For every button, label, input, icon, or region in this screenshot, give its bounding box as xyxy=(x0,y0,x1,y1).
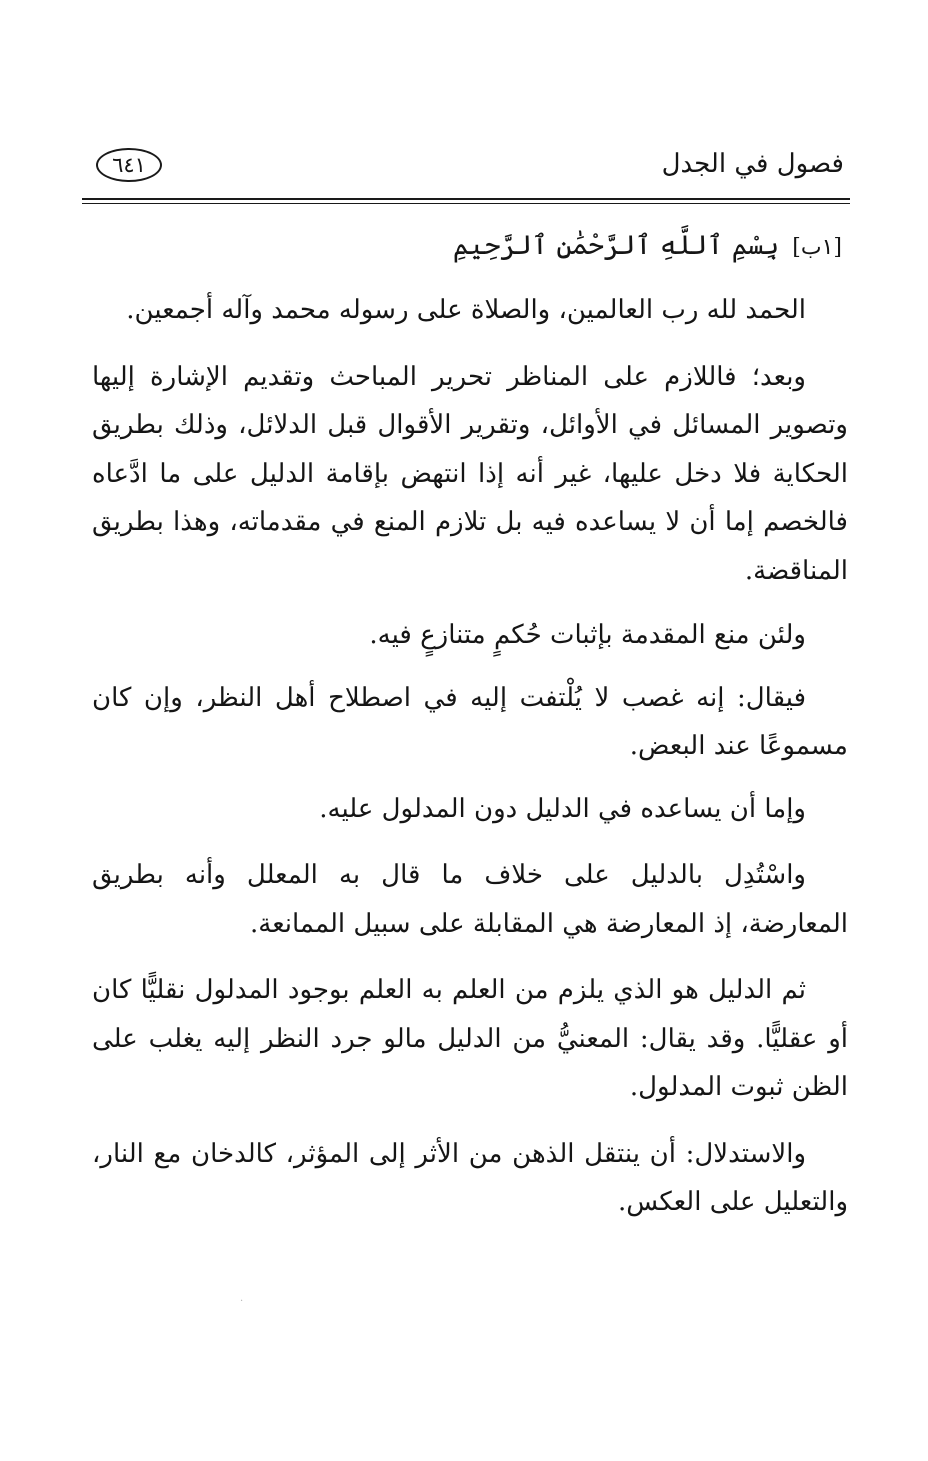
paragraph-introduction: وبعد؛ فاللازم على المناظر تحرير المباحث وتقديم الإشارة إليها وتصوير المسائل في الأوائل، وتقرير الأقوال قبل الدلائل، وذلك بطريق الحكاية فلا دخل عليها، غير أنه إذا انتهض بإقامة الدليل على ما ادَّعاه فالخصم إما أن لا يساعده فيه بل تلازم المنع في مقدماته، وهذا بطريق المناقضة. xyxy=(92,361,848,586)
basmala: بِسْمِ ٱللَّهِ ٱلرَّحْمَٰنِ ٱلرَّحِيمِ xyxy=(452,230,780,261)
paragraph-evidence-definition: ثم الدليل هو الذي يلزم من العلم به العلم بوجود المدلول نقليًّا كان أو عقليًّا. وقد يقال: المعنيُّ من الدليل مالو جرد النظر إليه يغلب على الظن ثبوت المدلول. xyxy=(92,975,848,1102)
header-rule-thick xyxy=(82,198,850,200)
paragraph-premise-denial: ولئن منع المقدمة بإثبات حُكمٍ متنازعٍ فيه. xyxy=(369,620,806,650)
paragraph-usurpation: فيقال: إنه غصب لا يُلْتفت إليه في اصطلاح أهل النظر، وإن كان مسموعًا عند البعض. xyxy=(92,682,848,761)
page-header xyxy=(82,146,850,192)
header-rule-thin xyxy=(82,203,850,204)
running-title: فصول في الجدل xyxy=(661,149,844,179)
main-text xyxy=(92,286,848,1245)
folio-marker: [١ب] xyxy=(792,235,842,260)
paragraph-inference-definition: والاستدلال: أن ينتقل الذهن من الأثر إلى المؤثر، كالدخان مع النار، والتعليل على العكس. xyxy=(92,1138,848,1217)
opening-line xyxy=(82,224,842,274)
scan-speck: · xyxy=(240,1296,244,1307)
paragraph-praise: الحمد لله رب العالمين، والصلاة على رسوله محمد وآله أجمعين. xyxy=(126,295,806,325)
page-number-badge: ٦٤١ xyxy=(96,148,162,182)
paragraph-opposition: واسْتُدِل بالدليل على خلاف ما قال به المعلل وأنه بطريق المعارضة، إذ المعارضة هي المقابلة على سبيل الممانعة. xyxy=(92,860,848,939)
paragraph-concession: وإما أن يساعده في الدليل دون المدلول عليه. xyxy=(319,793,806,824)
